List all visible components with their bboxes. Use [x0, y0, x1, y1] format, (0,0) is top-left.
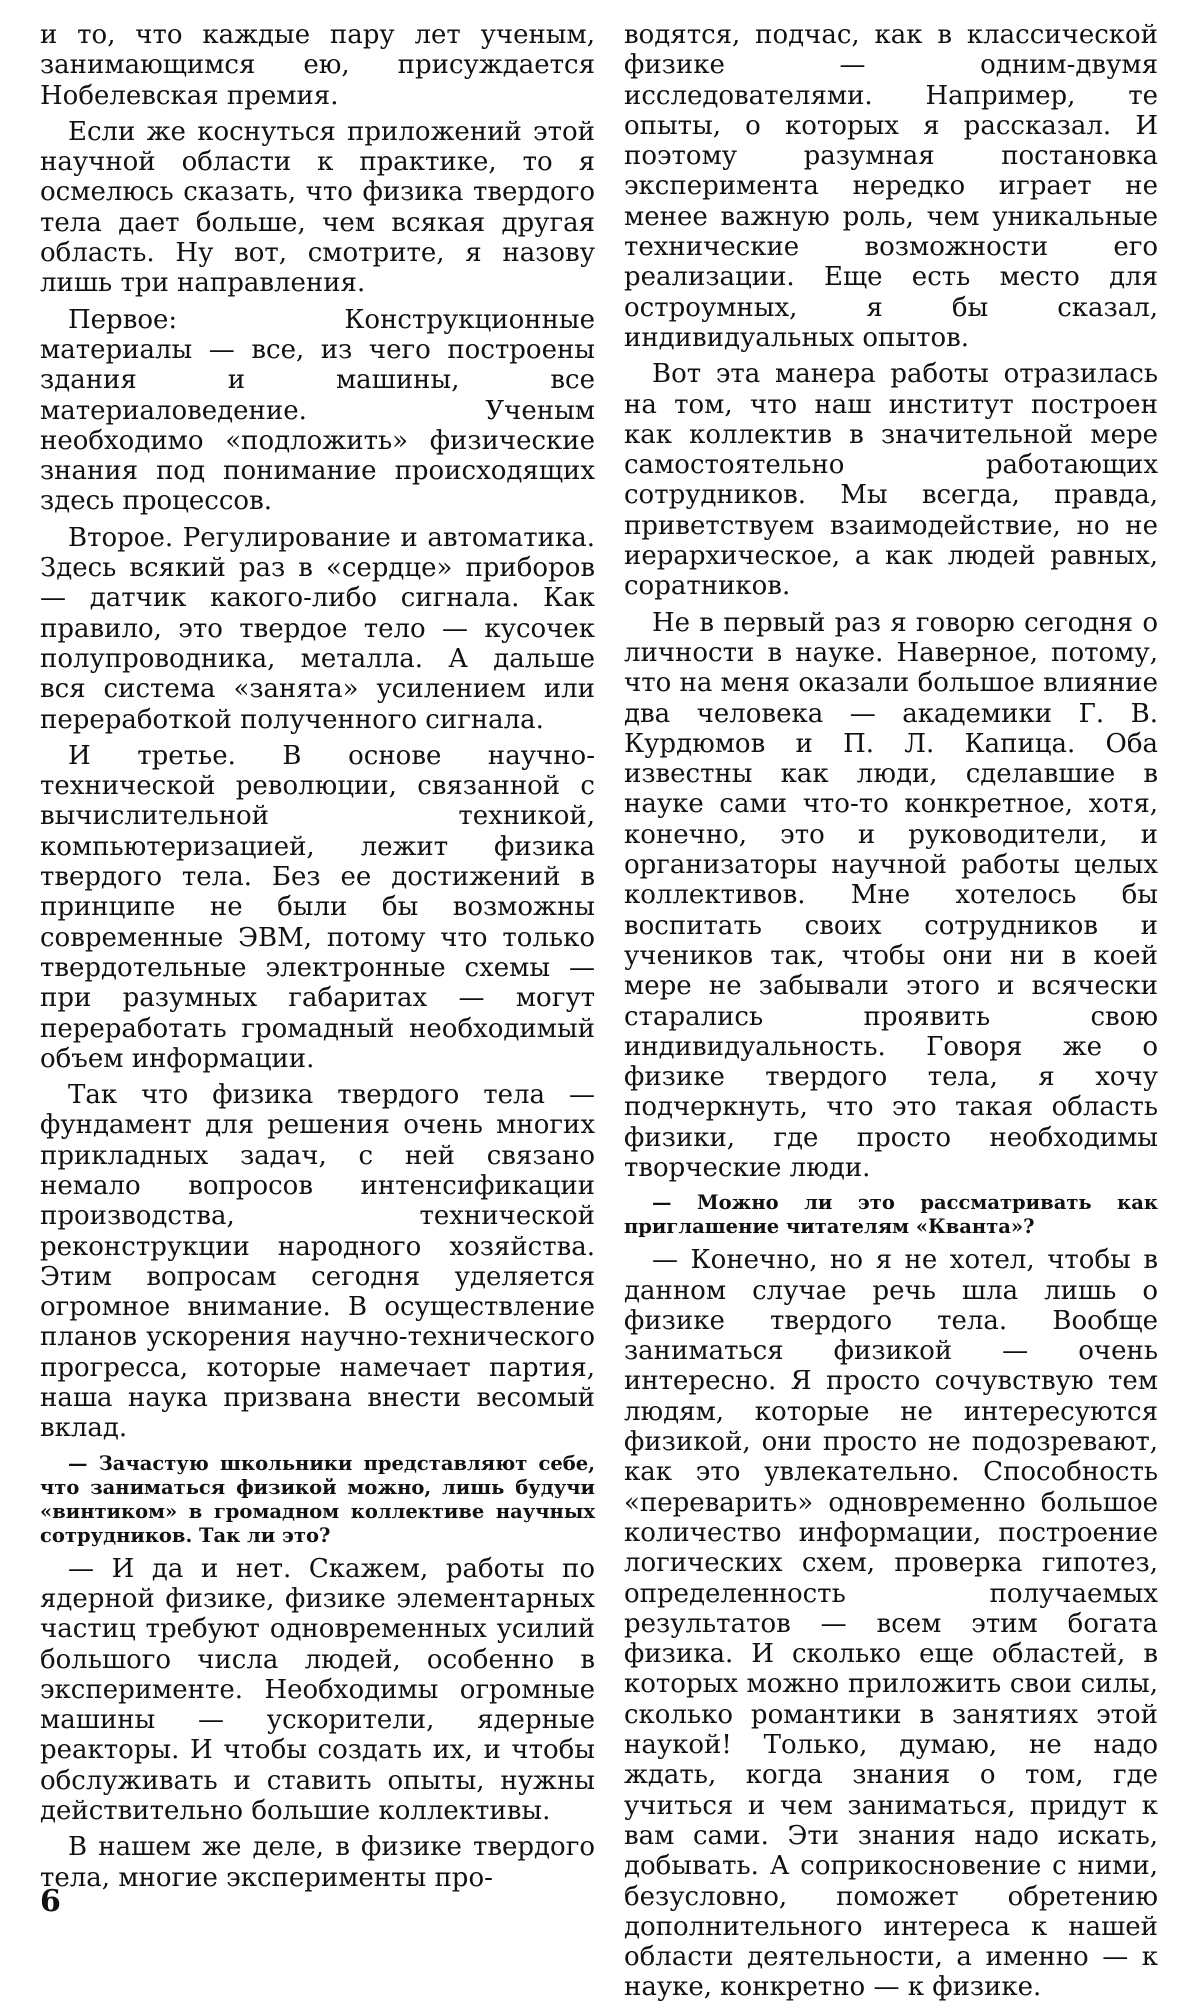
paragraph: водятся, подчас, как в классической физике — одним-двумя исследователями. Например, те опыты, о которых я рассказал. И поэтому разумная постановка эксперимента нередко играет не менее важную роль, чем уникальные технические возможности его реализации. Еще есть место для остроумных, я бы сказал, индивидуальных опытов. — [624, 20, 1158, 353]
interview-question: — Можно ли это рассматривать как приглашение читателям «Кванта»? — [624, 1191, 1158, 1239]
paragraph: В нашем же деле, в физике твердого тела, многие эксперименты про- — [40, 1832, 595, 1893]
paragraph: — И да и нет. Скажем, работы по ядерной физике, физике элементарных частиц требуют одновременных усилий большого числа людей, особенно в эксперименте. Необходимы огромные машины — ускорители, ядерные реакторы. И чтобы создать их, и чтобы обслуживать и ставить опыты, нужны действительно большие коллективы. — [40, 1553, 595, 1827]
paragraph: Не в первый раз я говорю сегодня о личности в науке. Наверное, потому, что на меня оказали большое влияние два человека — академики Г. В. Курдюмов и П. Л. Капица. Оба известны как люди, сделавшие в науке сами что-то конкретное, хотя, конечно, это и руководители, и организаторы научной работы целых коллективов. Мне хотелось бы воспитать своих сотрудников и учеников так, чтобы они ни в коей мере не забывали этого и всячески старались проявить свою индивидуальность. Говоря же о физике твердого тела, я хочу подчеркнуть, что это такая область физики, где просто необходимы творческие люди. — [624, 607, 1158, 1183]
paragraph: Если же коснуться приложений этой научной области к практике, то я осмелюсь сказать, что физика твердого тела дает больше, чем всякая другая область. Ну вот, смотрите, я назову лишь три направления. — [40, 116, 595, 299]
page-number: 6 — [40, 1884, 61, 1919]
paragraph: Первое: Конструкционные материалы — все, из чего построены здания и машины, все материаловедение. Ученым необходимо «подложить» физические знания под понимание происходящих здесь процессов. — [40, 304, 595, 517]
paragraph: и то, что каждые пару лет ученым, занимающимся ею, присуждается Нобелевская премия. — [40, 20, 595, 111]
left-column — [40, 20, 595, 1899]
paragraph: Второе. Регулирование и автоматика. Здесь всякий раз в «сердце» приборов — датчик какого-либо сигнала. Как правило, это твердое тело — кусочек полупроводника, металла. А дальше вся система «занята» усилением или переработкой полученного сигнала. — [40, 522, 595, 735]
paragraph: Вот эта манера работы отразилась на том, что наш институт построен как коллектив в значительной мере самостоятельно работающих сотрудников. Мы всегда, правда, приветствуем взаимодействие, но не иерархическое, а как людей равных, соратников. — [624, 359, 1158, 602]
paragraph: — Конечно, но я не хотел, чтобы в данном случае речь шла лишь о физике твердого тела. Вообще заниматься физикой — очень интересно. Я просто сочувствую тем людям, которые не интересуются физикой, они просто не подозревают, как это увлекательно. Способность «переварить» одновременно большое количество информации, построение логических схем, проверка гипотез, определенность получаемых результатов — всем этим богата физика. И сколько еще областей, в которых можно приложить свои силы, сколько романтики в занятиях этой наукой! Только, думаю, не надо ждать, когда знания о том, где учиться и чем заниматься, придут к вам сами. Эти знания надо искать, добывать. А соприкосновение с ними, безусловно, поможет обретению дополнительного интереса к нашей области деятельности, а именно — к науке, конкретно — к физике. — [624, 1245, 1158, 2003]
interview-question: — Зачастую школьники представляют себе, что заниматься физикой можно, лишь будучи «винтиком» в громадном коллективе научных сотрудников. Так ли это? — [40, 1451, 595, 1547]
right-column — [624, 20, 1158, 2009]
paragraph: Так что физика твердого тела — фундамент для решения очень многих прикладных задач, с ней связано немало вопросов интенсификации производства, технической реконструкции народного хозяйства. Этим вопросам сегодня уделяется огромное внимание. В осуществление планов ускорения научно-технического прогресса, которые намечает партия, наша наука призвана внести весомый вклад. — [40, 1080, 595, 1444]
paragraph: И третье. В основе научно-технической революции, связанной с вычислительной техникой, компьютеризацией, лежит физика твердого тела. Без ее достижений в принципе не были бы возможны современные ЭВМ, потому что только твердотельные электронные схемы — при разумных габаритах — могут переработать громадный необходимый объем информации. — [40, 740, 595, 1074]
